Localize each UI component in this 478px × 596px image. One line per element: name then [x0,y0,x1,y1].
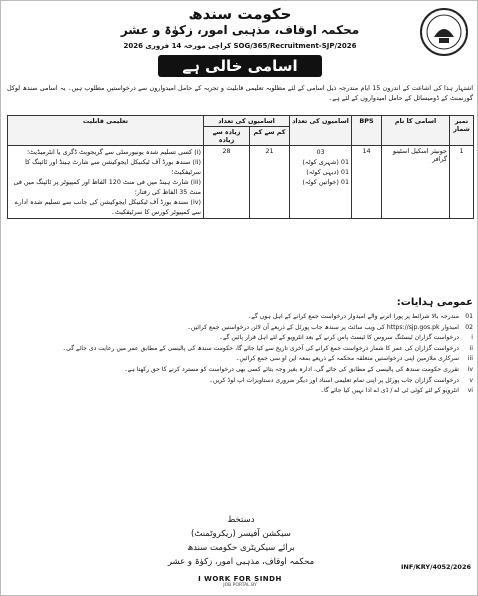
sindh-government-emblem-icon [419,7,469,57]
list-item [7,354,473,364]
quota-item: 01 (خواتین کوٹہ) [302,178,350,186]
qualification-item: (i) کسی تسلیم شدہ یونیورسٹی سے گریجویٹ ڈگری یا انٹرمیڈیٹ؛ [26,148,201,156]
instruction-number: ii [469,344,473,352]
col-header-qualification: تعلیمی قابلیت [8,116,204,146]
instruction-text: درخواست گزاران کی عمر کا شمار درخواست جمع کرانے کی آخری تاریخ سے کیا جائے گا، حکومت سندھ کی پالیسی کے مطابق عمر میں رعایت دی جائے گی۔ [62,344,459,352]
cell-count [290,146,352,219]
instruction-text: مندرجہ بالا شرائط پر پورا اترنے والے امیدوار درخواست جمع کرانے کے اہل ہوں گے۔ [247,313,459,320]
signatory-department: محکمہ اوقاف، مذہبی امور، زکوٰۃ و عشر [167,557,315,567]
footer-subtext: JOB PORTAL BY [223,583,257,588]
list-item [7,365,473,375]
cell-bps: 14 [352,146,382,219]
qualification-item: (iii) شارٹ ہینڈ میں فی منٹ 120 الفاظ اور کمپیوٹر پر ٹائپنگ میں فی منٹ 35 الفاظ کی رفتار؛ [13,178,201,196]
instruction-number: v [469,376,473,384]
instruction-text: امیدوار https://sjp.gos.pk کی ویب سائٹ پر سندھ جاب پورٹل کے ذریعے آن لائن درخواستیں جمع کرائیں۔ [187,323,459,331]
cell-post: جونیئر اسکیل اسٹینو گرافر [382,146,450,219]
instruction-number: vi [467,387,473,395]
cell-min-age: 21 [250,146,290,219]
header-department: محکمہ اوقاف، مذہبی امور، زکوٰۃ و عشر [120,23,360,37]
quota-item: 01 (دیہی کوٹہ) [306,168,350,176]
list-item [7,376,473,386]
instruction-number: iii [467,355,473,363]
intro-paragraph: اشتہار ہذا کی اشاعت کے اندرون 15 ایام مندرجہ ذیل اسامی کے لئے مطلوبہ تعلیمی قابلیت و تجربہ کے حامل امیدواروں سے درخواستیں مطلوب ہیں۔ یہ اسامی سندھ لوکل گورنمنٹ کے ڈومیسائل کے حامل امیدواروں کے لئے ہے۔ [7,84,473,102]
signatory-name: سیکشن آفیسر (ریکروٹمنٹ) [191,529,291,539]
i-work-for-sindh-logo: I WORK FOR SINDH [198,575,282,583]
table-row [8,146,474,219]
list-item [7,312,473,322]
col-header-max-age: زیادہ سے زیادہ [204,127,250,146]
list-item [7,333,473,343]
signatory-for: برائے سیکریٹری حکومت سندھ [187,543,295,553]
col-header-bps: BPS [352,116,382,146]
footer-logo [190,575,290,588]
list-item [7,344,473,354]
instruction-text: انٹرویو کے لئے کوئی ٹی اے / ڈی اے ادا نہیں کیا جائے گا۔ [320,387,459,395]
signature-initials: دستخط [227,515,255,525]
instruction-number: 01 [465,313,473,320]
inf-code: INF/KRY/4052/2026 [401,563,471,571]
instruction-number: i [471,334,473,342]
instruction-text: تقرری حکومت سندھ کی پالیسی کے مطابق کی جائے گی، ادارہ بغیر وجہ بتائے کسی بھی درخواست کو مسترد کرنے کا حق رکھتا ہے۔ [124,365,459,373]
instruction-text: درخواست گزاران جاب پورٹل پر اپنی تمام تعلیمی اسناد اور دیگر ضروری دستاویزات اپ لوڈ کریں۔ [209,376,459,384]
posts-table [7,115,474,219]
vacancy-banner: اسامی خالی ہے [158,55,322,77]
instruction-number: iv [467,365,473,373]
col-header-count: اسامیوں کی تعداد [290,116,352,146]
col-header-serial: نمبر شمار [450,116,474,146]
cell-max-age: 28 [204,146,250,219]
col-header-age: اسامیوں کی تعداد [204,116,290,127]
qualification-item: (ii) سندھ بورڈ آف ٹیکنیکل ایجوکیشن سے شارٹ ہینڈ اور ٹائپنگ کا سرٹیفکیٹ؛ [25,158,201,176]
quota-item: 01 (شہری کوٹہ) [302,158,350,166]
col-header-min-age: کم سے کم [250,127,290,146]
instruction-text: سرکاری ملازمین اپنی درخواستیں متعلقہ محکمہ کے ذریعے بمعہ این او سی جمع کرائیں۔ [235,355,459,363]
instructions-list [7,312,473,397]
qualification-item: (iv) سندھ بورڈ آف ٹیکنیکل ایجوکیشن کی جانب سے تسلیم شدہ ادارے سے کمپیوٹر کورس کا سرٹیفکیٹ۔ [14,198,201,216]
instructions-title: عمومی ہدایات: [396,297,473,308]
count-total: 03 [316,148,325,156]
header-government: حکومت سندھ [188,5,292,23]
header-reference: SOG/365/Recruitment-SJP/2026 کراچی مورخہ 14 فروری 2026 [123,42,357,50]
list-item [7,386,473,396]
instruction-number: 02 [465,323,473,331]
signature-block [151,513,331,569]
instruction-text: درخواست گزاران ٹیسٹنگ سروس کا ٹیسٹ پاس کرنے کے بعد انٹرویو کے لئے اہل قرار پائیں گے۔ [219,334,459,342]
cell-qualification [8,146,204,219]
cell-serial: 1 [450,146,474,219]
col-header-post: اسامی کا نام [382,116,450,146]
list-item [7,323,473,333]
